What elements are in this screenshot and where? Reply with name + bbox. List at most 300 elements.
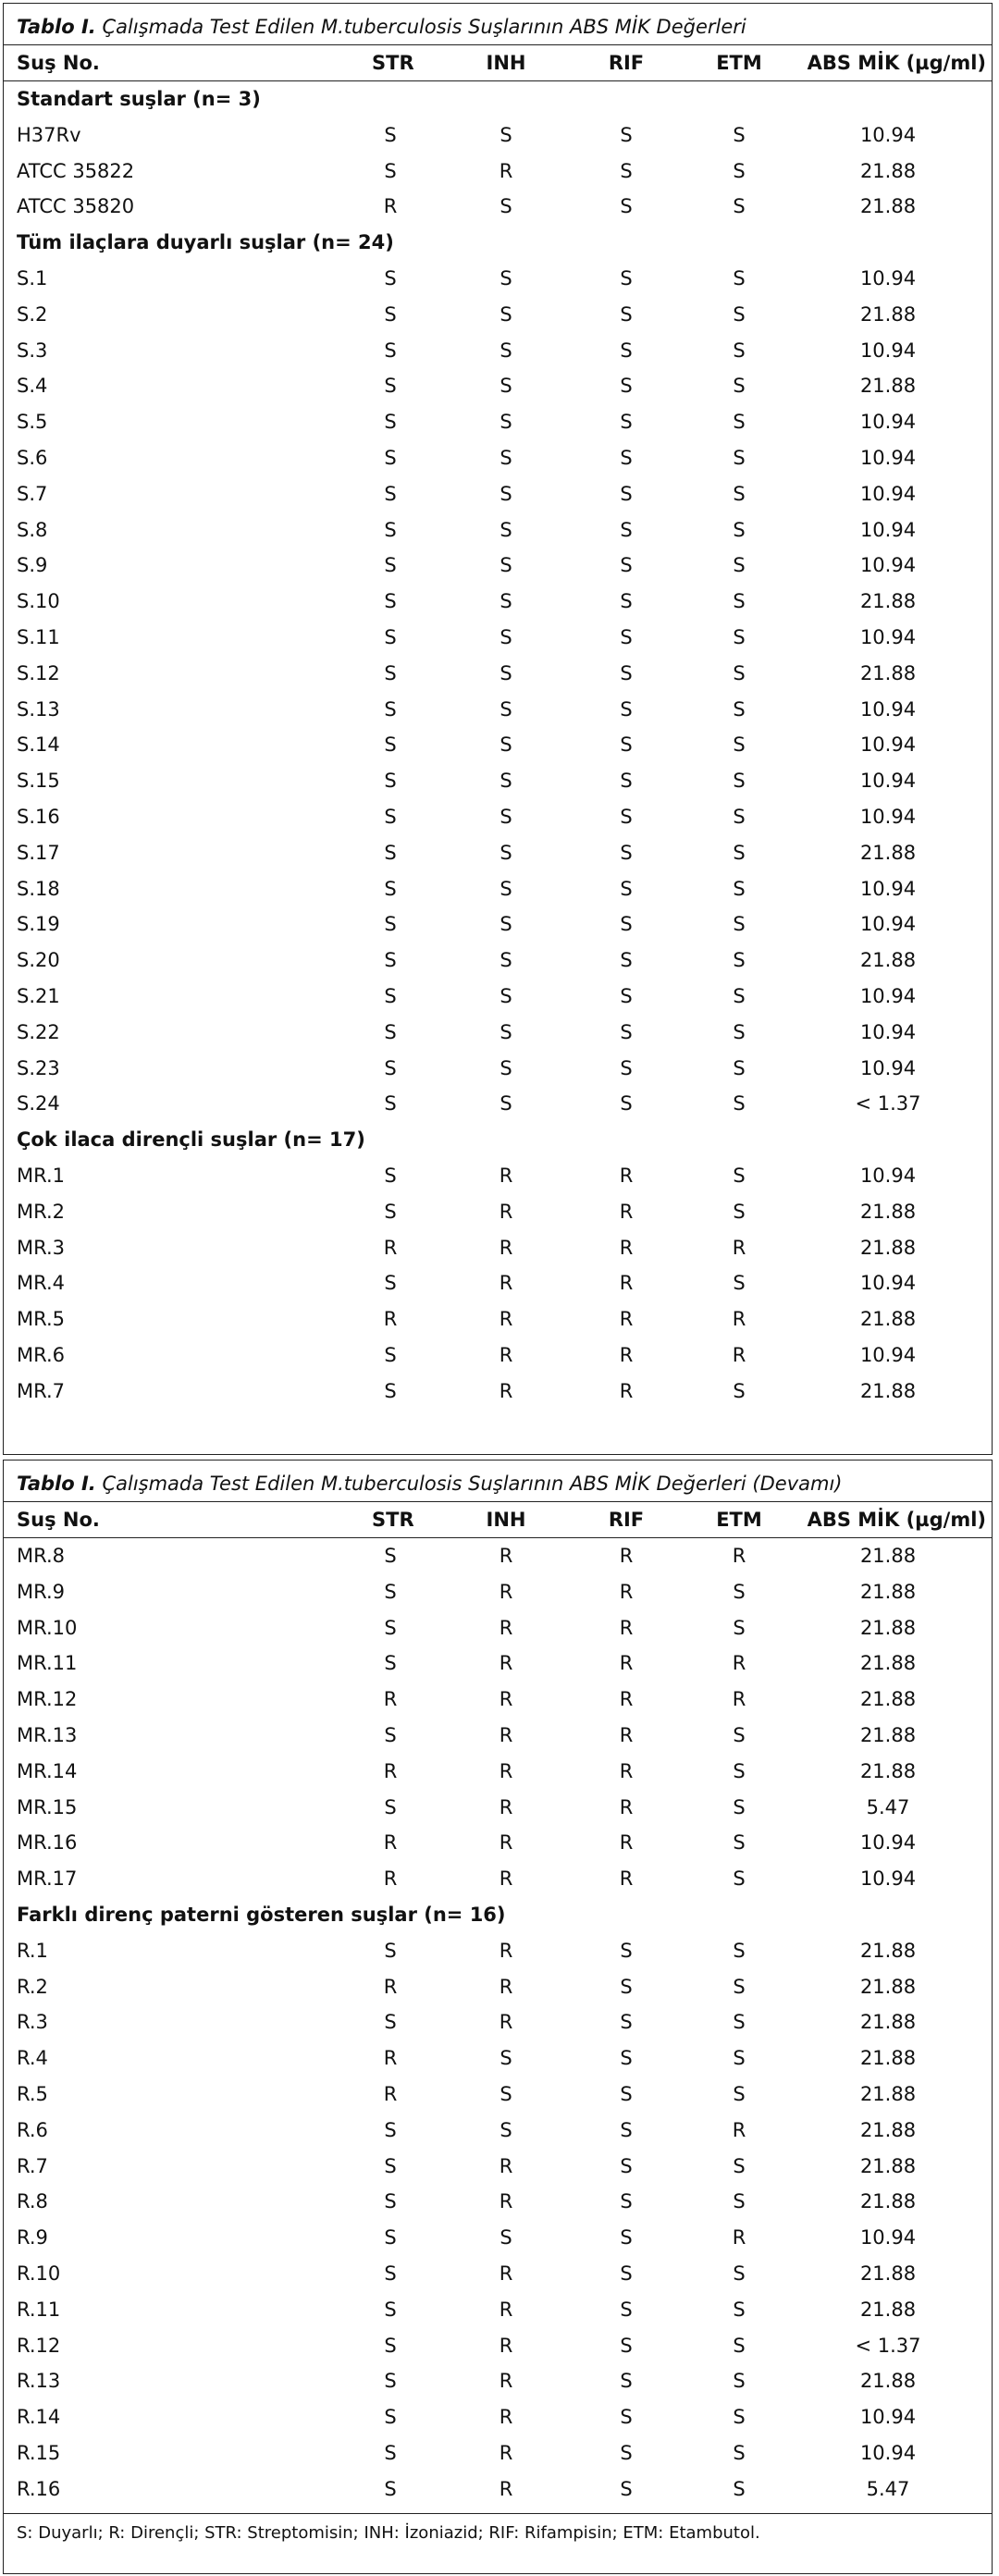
cell-rif: S (620, 2047, 633, 2070)
cell-etm: S (733, 1580, 746, 1603)
table-row (4, 1754, 992, 1790)
table-row (4, 1645, 992, 1682)
cell-etm: S (733, 733, 746, 757)
cell-str: S (384, 123, 397, 146)
cell-inh: S (500, 195, 512, 218)
group-title: Çok ilaca dirençli suşlar (n= 17) (17, 1128, 365, 1152)
cell-etm: S (733, 2190, 746, 2213)
cell-inh: R (499, 1545, 513, 1567)
cell-str: S (384, 2441, 397, 2464)
cell-inh: R (499, 2190, 513, 2213)
cell-etm: S (733, 554, 746, 577)
cell-strain: MR.12 (17, 1688, 78, 1711)
cell-abs-mic: 21.88 (859, 1939, 917, 1962)
cell-abs-mic: 10.94 (859, 411, 917, 434)
cell-etm: R (732, 1236, 746, 1259)
cell-strain: S.6 (17, 446, 48, 469)
table-row (4, 1933, 992, 1969)
cell-abs-mic: 21.88 (859, 1688, 917, 1711)
table-row (4, 2399, 992, 2435)
cell-str: S (384, 2011, 397, 2034)
cell-etm: S (733, 2011, 746, 2034)
cell-rif: S (620, 913, 633, 936)
cell-etm: R (732, 2226, 746, 2249)
cell-rif: S (620, 482, 633, 505)
table-row (4, 1790, 992, 1826)
cell-abs-mic: 21.88 (859, 2011, 917, 2034)
cell-inh: S (500, 770, 512, 793)
cell-strain: R.7 (17, 2154, 48, 2177)
cell-strain: R.8 (17, 2190, 48, 2213)
cell-str: S (384, 949, 397, 972)
cell-strain: R.11 (17, 2298, 61, 2321)
cell-inh: S (500, 1020, 512, 1043)
cell-inh: R (499, 1236, 513, 1259)
cell-str: S (384, 411, 397, 434)
header-strain: Suş No. (17, 1509, 100, 1531)
cell-str: S (384, 482, 397, 505)
cell-abs-mic: 10.94 (859, 1831, 917, 1855)
cell-str: S (384, 1379, 397, 1402)
cell-strain: S.22 (17, 1020, 60, 1043)
cell-strain: S.20 (17, 949, 60, 972)
cell-etm: R (732, 1343, 746, 1366)
cell-inh: S (500, 590, 512, 613)
cell-str: S (384, 339, 397, 362)
cell-strain: MR.14 (17, 1759, 78, 1782)
cell-inh: R (499, 1652, 513, 1675)
cell-etm: S (733, 1759, 746, 1782)
cell-rif: S (620, 2406, 633, 2429)
cell-str: R (383, 1688, 398, 1711)
table-row (4, 1969, 992, 2005)
cell-rif: R (619, 1795, 634, 1818)
cell-abs-mic: 10.94 (859, 625, 917, 648)
cell-abs-mic: 10.94 (859, 339, 917, 362)
cell-strain: R.1 (17, 1939, 48, 1962)
cell-inh: R (499, 1688, 513, 1711)
cell-str: S (384, 913, 397, 936)
cell-strain: MR.11 (17, 1652, 78, 1675)
cell-rif: R (619, 1343, 634, 1366)
cell-strain: R.3 (17, 2011, 48, 2034)
cell-str: S (384, 2226, 397, 2249)
cell-inh: S (500, 2226, 512, 2249)
table-row (4, 1301, 992, 1337)
cell-abs-mic: 10.94 (859, 2226, 917, 2249)
cell-strain: S.2 (17, 302, 48, 326)
cell-abs-mic: 5.47 (866, 2477, 910, 2500)
cell-strain: R.12 (17, 2334, 61, 2357)
cell-etm: S (733, 195, 746, 218)
cell-abs-mic: < 1.37 (855, 2334, 921, 2357)
cell-strain: S.3 (17, 339, 48, 362)
cell-abs-mic: 21.88 (859, 2047, 917, 2070)
cell-abs-mic: 10.94 (859, 877, 917, 900)
cell-rif: S (620, 1939, 633, 1962)
cell-inh: R (499, 1379, 513, 1402)
cell-inh: S (500, 123, 512, 146)
cell-rif: S (620, 2334, 633, 2357)
cell-str: S (384, 518, 397, 541)
cell-strain: S.11 (17, 625, 60, 648)
cell-abs-mic: 10.94 (859, 123, 917, 146)
table-row (4, 1265, 992, 1301)
cell-rif: R (619, 1723, 634, 1746)
cell-etm: S (733, 302, 746, 326)
cell-etm: S (733, 2298, 746, 2321)
cell-abs-mic: 21.88 (859, 590, 917, 613)
table-row (4, 117, 992, 154)
table-row (4, 2328, 992, 2364)
cell-rif: S (620, 2370, 633, 2393)
header-inh: INH (486, 52, 526, 74)
cell-inh: S (500, 375, 512, 398)
cell-abs-mic: 10.94 (859, 266, 917, 290)
cell-strain: S.17 (17, 841, 60, 864)
table-row (4, 727, 992, 763)
cell-inh: R (499, 1580, 513, 1603)
cell-rif: S (620, 339, 633, 362)
cell-etm: S (733, 123, 746, 146)
table-row (4, 189, 992, 225)
cell-rif: S (620, 302, 633, 326)
cell-etm: S (733, 1379, 746, 1402)
cell-str: S (384, 984, 397, 1007)
cell-inh: S (500, 625, 512, 648)
cell-strain: ATCC 35820 (17, 195, 135, 218)
cell-strain: MR.8 (17, 1545, 65, 1567)
cell-etm: S (733, 1939, 746, 1962)
cell-str: R (383, 1308, 398, 1331)
cell-str: S (384, 1939, 397, 1962)
cell-strain: S.15 (17, 770, 60, 793)
cell-strain: S.8 (17, 518, 48, 541)
table-row (4, 763, 992, 799)
cell-abs-mic: 10.94 (859, 482, 917, 505)
cell-inh: R (499, 2477, 513, 2500)
header-etm: ETM (716, 52, 762, 74)
table-row (4, 979, 992, 1015)
table-row (4, 2004, 992, 2040)
cell-strain: S.23 (17, 1056, 60, 1079)
cell-rif: R (619, 1688, 634, 1711)
cell-str: R (383, 1831, 398, 1855)
cell-etm: S (733, 841, 746, 864)
cell-strain: R.9 (17, 2226, 48, 2249)
cell-inh: R (499, 1939, 513, 1962)
cell-rif: S (620, 2190, 633, 2213)
cell-rif: S (620, 2441, 633, 2464)
cell-etm: S (733, 2406, 746, 2429)
cell-strain: S.18 (17, 877, 60, 900)
cell-str: R (383, 1975, 398, 1998)
table-row (4, 297, 992, 333)
cell-etm: S (733, 1867, 746, 1891)
table-row (4, 2435, 992, 2471)
cell-rif: S (620, 411, 633, 434)
cell-inh: S (500, 446, 512, 469)
table-row (4, 1337, 992, 1374)
table-row (4, 1194, 992, 1230)
cell-str: R (383, 1236, 398, 1259)
cell-rif: S (620, 770, 633, 793)
cell-abs-mic: 21.88 (859, 1652, 917, 1675)
cell-etm: S (733, 339, 746, 362)
table-row (4, 261, 992, 297)
cell-etm: S (733, 1795, 746, 1818)
cell-etm: S (733, 913, 746, 936)
cell-str: S (384, 159, 397, 182)
cell-etm: S (733, 949, 746, 972)
cell-inh: S (500, 733, 512, 757)
cell-strain: MR.4 (17, 1272, 65, 1295)
table-row (4, 656, 992, 692)
table-body-1 (4, 81, 992, 1409)
cell-abs-mic: 10.94 (859, 805, 917, 828)
cell-str: S (384, 2477, 397, 2500)
cell-str: R (383, 2047, 398, 2070)
cell-abs-mic: 21.88 (859, 375, 917, 398)
cell-abs-mic: 10.94 (859, 733, 917, 757)
cell-str: R (383, 195, 398, 218)
cell-etm: S (733, 1200, 746, 1223)
cell-rif: S (620, 446, 633, 469)
cell-rif: S (620, 984, 633, 1007)
cell-rif: S (620, 949, 633, 972)
cell-strain: MR.2 (17, 1200, 65, 1223)
header-str: STR (372, 52, 414, 74)
table-row (4, 476, 992, 512)
cell-etm: R (732, 2118, 746, 2141)
cell-rif: S (620, 2154, 633, 2177)
cell-rif: R (619, 1200, 634, 1223)
cell-str: S (384, 2190, 397, 2213)
cell-inh: S (500, 1056, 512, 1079)
cell-str: S (384, 375, 397, 398)
cell-inh: R (499, 1759, 513, 1782)
cell-strain: R.2 (17, 1975, 48, 1998)
cell-str: S (384, 1652, 397, 1675)
cell-etm: S (733, 2082, 746, 2105)
cell-rif: S (620, 2477, 633, 2500)
table-row (4, 333, 992, 369)
cell-strain: MR.1 (17, 1164, 65, 1187)
table-row (4, 2471, 992, 2508)
cell-strain: S.24 (17, 1092, 60, 1115)
cell-inh: R (499, 2406, 513, 2429)
cell-etm: S (733, 877, 746, 900)
cell-inh: R (499, 1164, 513, 1187)
cell-inh: R (499, 2298, 513, 2321)
cell-rif: S (620, 877, 633, 900)
cell-str: R (383, 1759, 398, 1782)
cell-strain: S.1 (17, 266, 48, 290)
cell-rif: S (620, 123, 633, 146)
caption-text: Çalışmada Test Edilen M.tuberculosis Suşlarının ABS MİK Değerleri (102, 16, 746, 38)
group-heading (4, 1897, 992, 1933)
table-row (4, 1718, 992, 1754)
cell-str: S (384, 2298, 397, 2321)
cell-rif: S (620, 1020, 633, 1043)
cell-strain: S.21 (17, 984, 60, 1007)
cell-str: S (384, 770, 397, 793)
cell-inh: R (499, 2370, 513, 2393)
table-row (4, 548, 992, 584)
cell-inh: S (500, 877, 512, 900)
table-row (4, 2077, 992, 2113)
table-row (4, 2040, 992, 2077)
cell-strain: R.5 (17, 2082, 48, 2105)
cell-strain: MR.3 (17, 1236, 65, 1259)
cell-abs-mic: 21.88 (859, 2262, 917, 2285)
cell-str: S (384, 2370, 397, 2393)
cell-str: S (384, 841, 397, 864)
cell-str: S (384, 1092, 397, 1115)
header-inh: INH (486, 1509, 526, 1531)
cell-strain: S.14 (17, 733, 60, 757)
cell-etm: S (733, 2370, 746, 2393)
table-footnote: S: Duyarlı; R: Dirençli; STR: Streptomisin; INH: İzoniazid; RIF: Rifampisin; ETM: Etambutol. (17, 2522, 760, 2543)
cell-etm: S (733, 159, 746, 182)
cell-rif: S (620, 518, 633, 541)
table-row (4, 2220, 992, 2256)
cell-abs-mic: 10.94 (859, 518, 917, 541)
table-row (4, 584, 992, 620)
cell-etm: S (733, 625, 746, 648)
cell-rif: S (620, 2011, 633, 2034)
table-row (4, 1610, 992, 1646)
cell-str: S (384, 2406, 397, 2429)
cell-inh: R (499, 2334, 513, 2357)
cell-strain: R.14 (17, 2406, 61, 2429)
cell-strain: S.10 (17, 590, 60, 613)
cell-rif: S (620, 375, 633, 398)
group-heading (4, 1122, 992, 1158)
cell-abs-mic: 10.94 (859, 446, 917, 469)
header-rif: RIF (608, 52, 645, 74)
cell-etm: S (733, 2477, 746, 2500)
cell-rif: S (620, 2082, 633, 2105)
cell-abs-mic: 21.88 (859, 1723, 917, 1746)
cell-inh: R (499, 1795, 513, 1818)
cell-inh: S (500, 266, 512, 290)
cell-str: S (384, 2154, 397, 2177)
cell-abs-mic: 10.94 (859, 984, 917, 1007)
cell-strain: MR.7 (17, 1379, 65, 1402)
cell-str: S (384, 1616, 397, 1639)
cell-abs-mic: 21.88 (859, 1580, 917, 1603)
cell-rif: R (619, 1164, 634, 1187)
cell-etm: S (733, 1723, 746, 1746)
cell-strain: R.16 (17, 2477, 61, 2500)
table-row (4, 1574, 992, 1610)
cell-etm: S (733, 1056, 746, 1079)
header-rif: RIF (608, 1509, 645, 1531)
cell-abs-mic: 10.94 (859, 770, 917, 793)
cell-str: S (384, 446, 397, 469)
table-row (4, 620, 992, 656)
cell-strain: R.13 (17, 2370, 61, 2393)
cell-rif: S (620, 1056, 633, 1079)
cell-inh: R (499, 1343, 513, 1366)
cell-abs-mic: 21.88 (859, 2190, 917, 2213)
cell-abs-mic: 10.94 (859, 697, 917, 721)
cell-abs-mic: 10.94 (859, 1020, 917, 1043)
header-abs-mic: ABS MİK (µg/ml) (807, 1509, 986, 1531)
cell-etm: S (733, 2262, 746, 2285)
table-row (4, 2256, 992, 2292)
cell-etm: S (733, 1616, 746, 1639)
cell-inh: S (500, 518, 512, 541)
table-row (4, 1158, 992, 1194)
cell-abs-mic: 10.94 (859, 1272, 917, 1295)
cell-strain: MR.13 (17, 1723, 78, 1746)
cell-inh: S (500, 2082, 512, 2105)
header-strain: Suş No. (17, 52, 100, 74)
cell-abs-mic: 10.94 (859, 913, 917, 936)
cell-str: S (384, 1272, 397, 1295)
table-row (4, 2292, 992, 2328)
group-heading (4, 81, 992, 117)
cell-str: S (384, 1164, 397, 1187)
cell-abs-mic: 21.88 (859, 841, 917, 864)
cell-inh: S (500, 949, 512, 972)
cell-strain: R.15 (17, 2441, 61, 2464)
cell-str: S (384, 1580, 397, 1603)
table-row (4, 1825, 992, 1861)
cell-abs-mic: 21.88 (859, 1545, 917, 1567)
cell-inh: S (500, 984, 512, 1007)
cell-inh: R (499, 1723, 513, 1746)
cell-rif: S (620, 554, 633, 577)
table-row (4, 692, 992, 728)
cell-strain: MR.10 (17, 1616, 78, 1639)
cell-str: S (384, 1200, 397, 1223)
cell-str: S (384, 661, 397, 684)
cell-etm: S (733, 661, 746, 684)
cell-abs-mic: 21.88 (859, 1759, 917, 1782)
cell-etm: S (733, 375, 746, 398)
cell-str: S (384, 877, 397, 900)
cell-etm: R (732, 1652, 746, 1675)
cell-abs-mic: 21.88 (859, 949, 917, 972)
cell-etm: R (732, 1308, 746, 1331)
cell-abs-mic: 10.94 (859, 2406, 917, 2429)
cell-str: S (384, 590, 397, 613)
cell-rif: R (619, 1236, 634, 1259)
cell-etm: S (733, 2154, 746, 2177)
cell-abs-mic: 10.94 (859, 1056, 917, 1079)
table-panel-1 (3, 3, 993, 1455)
table-row (4, 1861, 992, 1897)
cell-etm: S (733, 266, 746, 290)
cell-etm: S (733, 984, 746, 1007)
table-row (4, 154, 992, 190)
cell-inh: S (500, 554, 512, 577)
cell-abs-mic: 21.88 (859, 1616, 917, 1639)
header-abs-mic: ABS MİK (µg/ml) (807, 52, 986, 74)
cell-inh: S (500, 302, 512, 326)
cell-etm: S (733, 2334, 746, 2357)
cell-abs-mic: 21.88 (859, 2082, 917, 2105)
cell-rif: R (619, 1308, 634, 1331)
cell-abs-mic: 21.88 (859, 661, 917, 684)
cell-rif: R (619, 1759, 634, 1782)
cell-strain: MR.17 (17, 1867, 78, 1891)
cell-str: R (383, 1867, 398, 1891)
cell-strain: S.13 (17, 697, 60, 721)
